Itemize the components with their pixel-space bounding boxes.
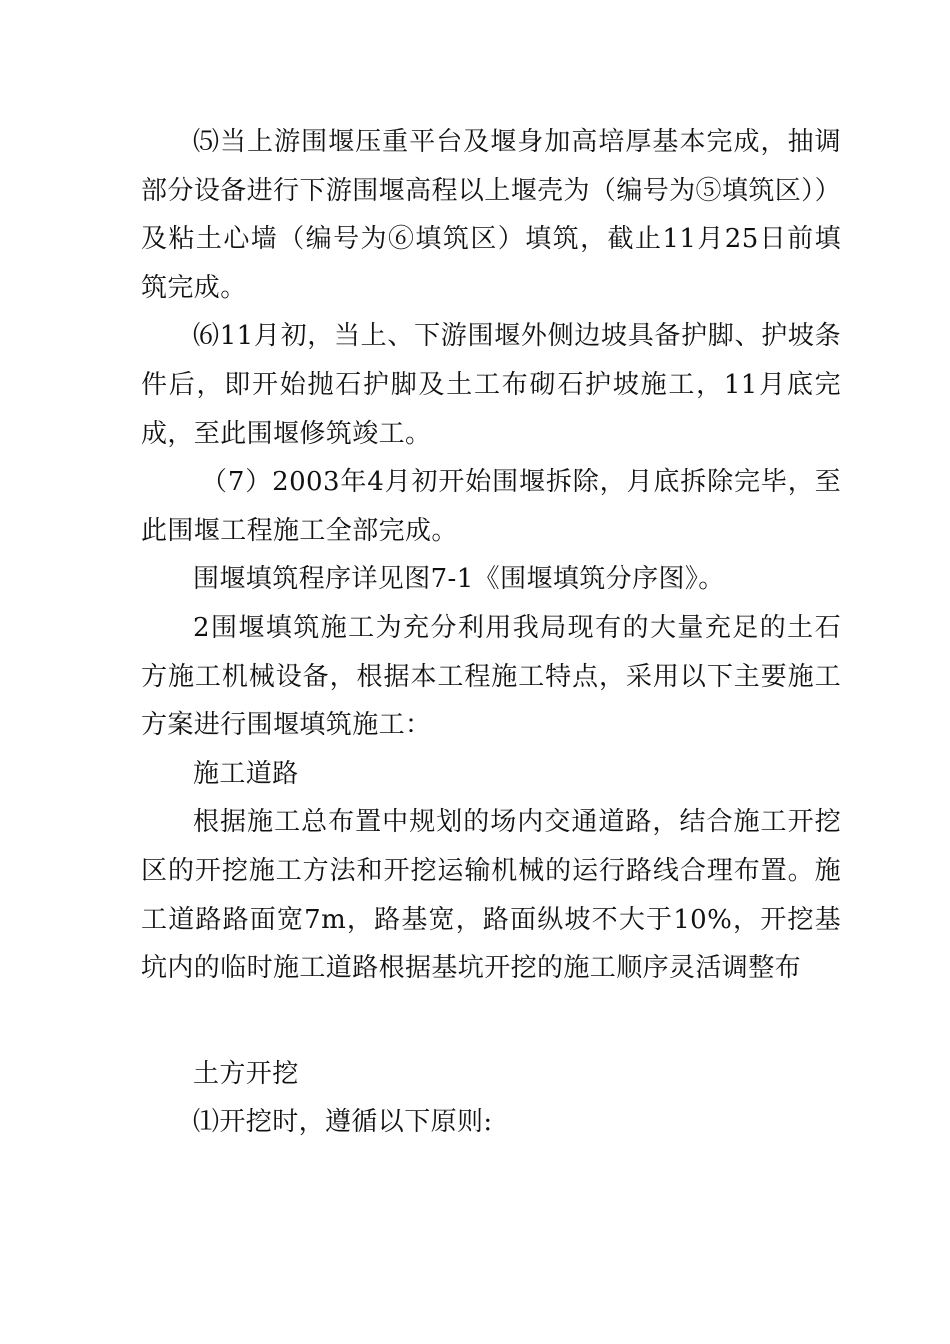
section-gap	[141, 993, 841, 1050]
document-body	[141, 118, 841, 1147]
paragraph-step-5: ⑸当上游围堰压重平台及堰身加高培厚基本完成，抽调部分设备进行下游围堰高程以上堰壳为（编号为⑤填筑区））及粘土心墙（编号为⑥填筑区）填筑，截止11月25日前填筑完成。	[141, 127, 841, 303]
paragraph-fill-sequence-ref: 围堰填筑程序详见图7-1《围堰填筑分序图》。	[193, 564, 725, 595]
paragraph-excavation-principles: ⑴开挖时，遵循以下原则:	[193, 1107, 493, 1138]
paragraph-construction-road: 根据施工总布置中规划的场内交通道路，结合施工开挖区的开挖施工方法和开挖运输机械的运行路线合理布置。施工道路路面宽7m，路基宽，路面纵坡不大于10%，开挖基坑内的临时施工道路根据基坑开挖的施工顺序灵活调整布	[141, 807, 841, 984]
paragraph-step-7: （7）2003年4月初开始围堰拆除，月底拆除完毕，至此围堰工程施工全部完成。	[141, 467, 841, 546]
paragraph-step-6: ⑹11月初，当上、下游围堰外侧边坡具备护脚、护坡条件后，即开始抛石护脚及土工布砌石护坡施工，11月底完成，至此围堰修筑竣工。	[141, 321, 841, 449]
paragraph-fill-construction: 2围堰填筑施工为充分利用我局现有的大量充足的土石方施工机械设备，根据本工程施工特点，采用以下主要施工方案进行围堰填筑施工：	[141, 612, 841, 741]
heading-construction-road: 施工道路	[193, 758, 299, 789]
heading-earth-excavation: 土方开挖	[193, 1058, 299, 1089]
